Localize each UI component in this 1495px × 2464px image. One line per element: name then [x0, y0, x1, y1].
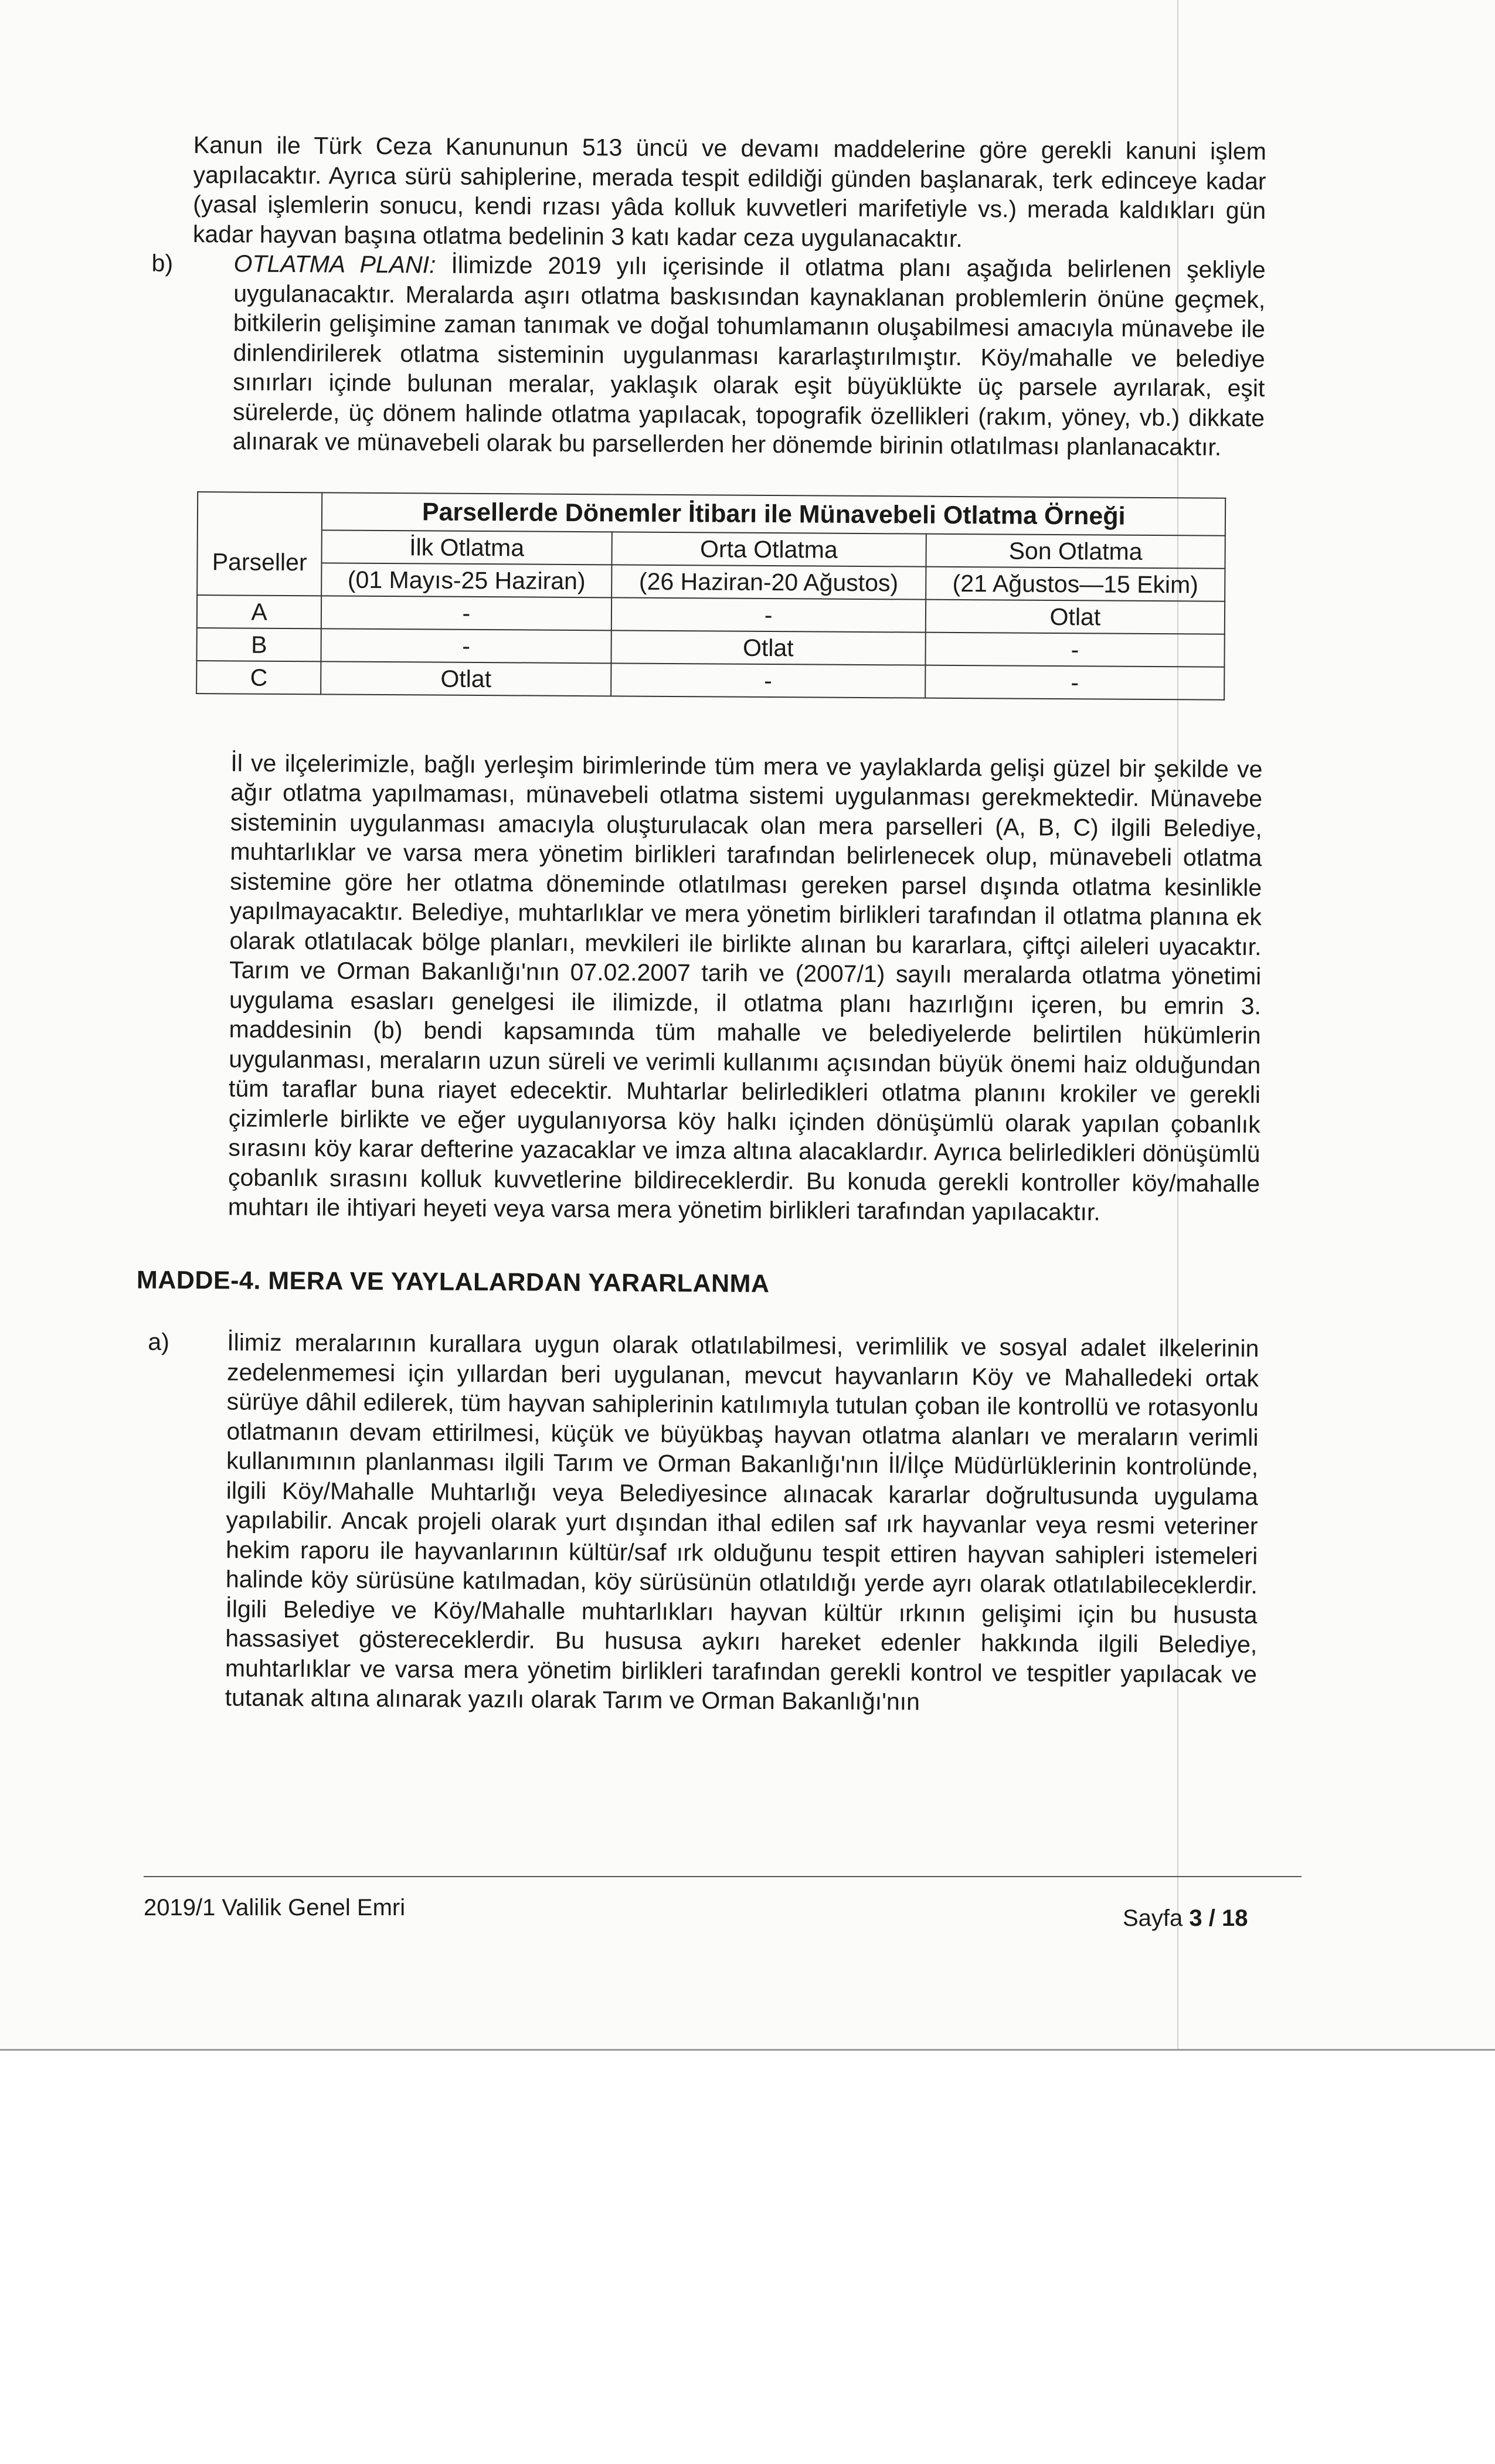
spacer	[190, 694, 1263, 754]
paragraph-intro: Kanun ile Türk Ceza Kanununun 513 üncü ve devamı maddelerine göre gerekli kanuni işlem yapılacaktır. Ayrıca sürü sahiplerine, merada tespit edildiği günden başlanarak, terk edinceye kadar (yasal işlemlerin sonucu, kendi rızası yâda kolluk kuvvetleri marifetiyle vs.) merada kaldıkları gün kadar hayvan başına otlatma bedelinin 3 katı kadar ceza uygulanacaktır.	[192, 131, 1266, 252]
col-period: (01 Mayıs-25 Haziran)	[322, 563, 611, 597]
table-cell: -	[321, 596, 611, 630]
item-a-text: İlimiz meralarının kurallara uygun olarak otlatılabilmesi, verimlilik ve sosyal adalet ilkelerinin zedelenmemesi için yıllardan beri uygulanan, mevcut hayvanların Köy ve Mahalledeki ortak sürüye dâhil edilerek, tüm hayvan sahiplerinin katılımıyla tutulan çoban ile kontrollü ve rotasyonlu otlatmanın devam ettirilmesi, küçük ve büyükbaş hayvan otlatma alanları ve meraların verimli kullanımının planlanması ilgili Tarım ve Orman Bakanlığı'nın İl/İlçe Müdürlüklerinin kontrolünde, ilgili Köy/Mahalle Muhtarlığı veya Belediyesince alınacak kararlar doğrultusunda uygulama yapılabilir. Ancak projeli olarak yurt dışından ithal edilen saf ırk hayvanlar veya resmi veteriner hekim raporu ile hayvanlarının kültür/saf ırk olduğunu tespit ettiren hayvan sahipleri istemeleri halinde köy sürüsüne katılmadan, köy sürüsünün otlatıldığı yerde ayrı olarak otlatılabileceklerdir. İlgili Belediye ve Köy/Mahalle muhtarlıkları hayvan kültür ırkının gelişimi için bu hususta hassasiyet göstereceklerdir. Bu hususa aykırı hareket edenler hakkında ilgili Belediye, muhtarlıklar ve varsa mera yönetim birlikleri tarafından gerekli kontrol ve tespitler yapılacak ve tutanak altına alınarak yazılı olarak Tarım ve Orman Bakanlığı'nın	[225, 1328, 1259, 1715]
page-content	[136, 130, 1266, 1719]
row-parsel: B	[196, 628, 321, 661]
table-cell: Otlat	[321, 661, 611, 696]
item-b-marker: b)	[151, 249, 174, 277]
table-row	[196, 661, 1224, 700]
item-b-body: İlimizde 2019 yılı içerisinde il otlatma planı aşağıda belirlenen şekliyle uygulanacaktır. Meralarda aşırı otlatma baskısından kaynaklanan problemlerin önüne geçmek, bitkilerin gelişimine zaman tanımak ve doğal tohumlamanın oluşabilmesi amacıyla münavebe ile dinlendirilerek otlatma sisteminin uygulanması kararlaştırılmıştır. Köy/mahalle ve belediye sınırları içinde bulunan meralar, yaklaşık olarak eşit büyüklükte üç parsele ayrılarak, eşit sürelerde, üç dönem halinde otlatma yapılacak, topografik özellikleri (rakım, yöney, vb.) dikkate alınarak ve münavebeli olarak bu parsellerden her dönemde birinin otlatılması planlanacaktır.	[232, 251, 1266, 461]
footer-divider	[144, 1876, 1302, 1877]
paragraph-after-table: İl ve ilçelerimizle, bağlı yerleşim birimlerinde tüm mera ve yaylaklarda gelişi güzel bir şekilde ve ağır otlatma yapılmaması, münavebeli otlatma sistemi uygulanması gerekmektedir. Münavebe sisteminin uygulanması amacıyla oluşturulacak olan mera parselleri (A, B, C) ilgili Belediye, muhtarlıklar ve varsa mera yönetim birlikleri tarafından belirlenecek olup, münavebeli otlatma sistemine göre her otlatma döneminde otlatılması gereken parsel dışında otlatma kesinlikle yapılmayacaktır. Belediye, muhtarlıklar ve mera yönetim birlikleri tarafından il otlatma planına ek olarak otlatılacak bölge planları, mevkileri ile birlikte alınan bu kararlara, çiftçi aileleri uyacaktır. Tarım ve Orman Bakanlığı'nın 07.02.2007 tarih ve (2007/1) sayılı meralarda otlatma yönetimi uygulama esasları genelgesi ile ilimizde, il otlatma planı hazırlığını içeren, bu emrin 3. maddesinin (b) bendi kapsamında tüm mahalle ve belediyelerde belirtilen hükümlerin uygulanması, meraların uzun süreli ve verimli kullanımı açısından büyük önemi haiz olduğundan tüm taraflar buna riayet edecektir. Muhtarlar belirledikleri otlatma planını krokiler ve gerekli çizimlerle birlikte ve eğer uygulanıyorsa köy halkı içinden dönüşümlü olarak yapılan çobanlık sırasını köy karar defterine yazacaklar ve imza altına alacaklardır. Ayrıca belirledikleri dönüşümlü çobanlık sırasını kolluk kuvvetlerine bildireceklerdir. Bu konuda gerekli kontroller köy/mahalle muhtarı ile ihtiyari heyeti veya varsa mera yönetim birlikleri tarafından yapılacaktır.	[227, 749, 1263, 1226]
col-name: Son Otlatma	[926, 533, 1225, 568]
table-cell: Otlat	[611, 630, 926, 665]
page-label: Sayfa	[1123, 1905, 1190, 1931]
table-cell: -	[925, 632, 1224, 667]
grazing-table	[196, 491, 1226, 701]
col-period: (21 Ağustos—15 Ekim)	[926, 566, 1225, 601]
section-heading: MADDE-4. MERA VE YAYLALARDAN YARARLANMA	[136, 1265, 770, 1298]
item-b-title: OTLATMA PLANI:	[233, 250, 436, 278]
table-cell: -	[321, 628, 611, 663]
blank-area	[0, 2049, 1495, 2464]
table-row-header: Parseller	[197, 529, 322, 596]
item-a-marker: a)	[148, 1328, 169, 1355]
footer-document-title: 2019/1 Valilik Genel Emri	[144, 1895, 406, 1921]
table-title: Parsellerde Dönemler İtibarı ile Münavebeli Otlatma Örneği	[322, 492, 1225, 535]
footer-page-number	[1123, 1905, 1248, 1932]
item-b	[151, 249, 1266, 463]
col-name: İlk Otlatma	[322, 530, 611, 565]
col-name: Orta Otlatma	[611, 532, 926, 566]
table-cell: -	[611, 663, 926, 698]
table-corner	[198, 492, 322, 530]
col-period: (26 Haziran-20 Ağustos)	[611, 565, 926, 599]
page-number: 3 / 18	[1189, 1905, 1248, 1931]
table-cell: -	[611, 597, 926, 632]
row-parsel: C	[196, 661, 321, 694]
table-cell: -	[925, 665, 1224, 699]
item-b-text	[192, 249, 1266, 463]
item-a	[148, 1327, 1259, 1719]
row-parsel: A	[197, 595, 322, 628]
table-cell: Otlat	[926, 599, 1225, 634]
